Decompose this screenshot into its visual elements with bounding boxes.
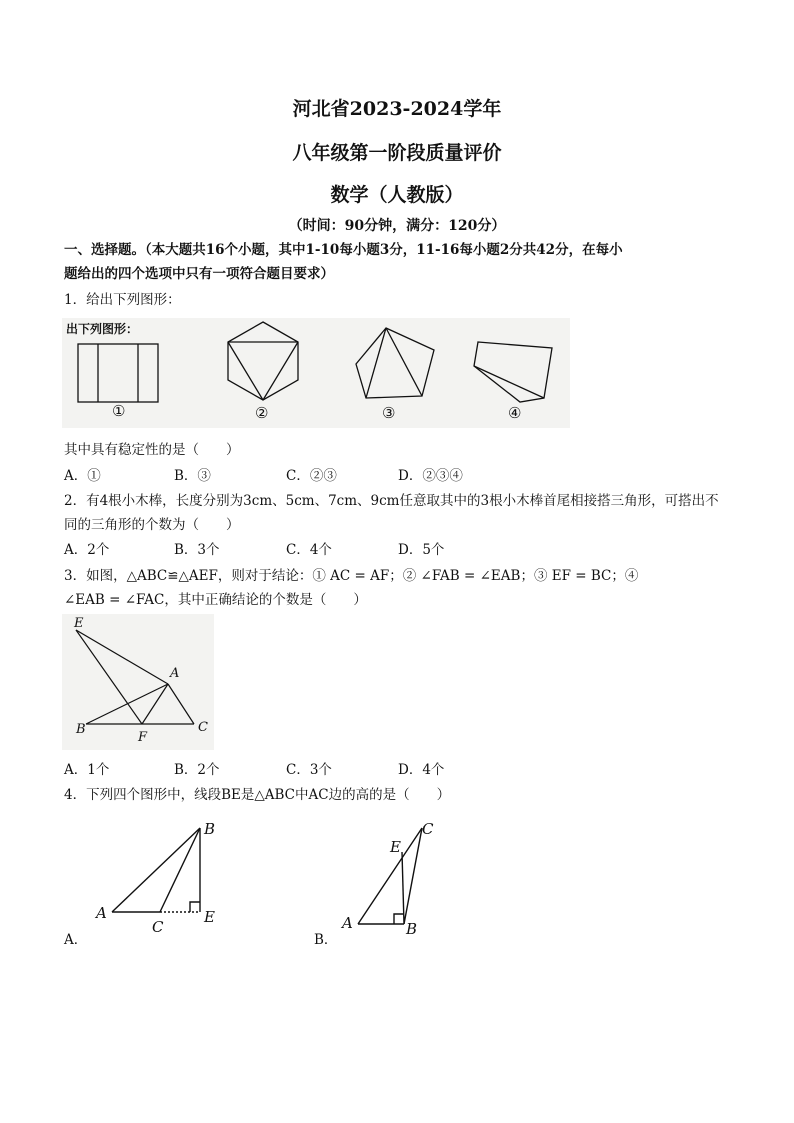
q1-shapes bbox=[62, 318, 570, 428]
q1-option-a: A．① bbox=[64, 468, 101, 484]
q4-option-b: B． bbox=[314, 932, 338, 948]
shape-hexagon bbox=[228, 322, 298, 400]
q2-option-b: B．3个 bbox=[174, 542, 220, 558]
shape-rectangle bbox=[78, 344, 158, 402]
q1-label-3: ③ bbox=[382, 404, 396, 422]
q3-point-b: B bbox=[76, 722, 86, 737]
q3-option-c: C．3个 bbox=[286, 762, 332, 778]
title-province: 河北省2023-2024学年 bbox=[292, 98, 502, 120]
q3-point-a: A bbox=[170, 666, 180, 681]
q4a-point-b: B bbox=[204, 820, 216, 838]
q3-point-c: C bbox=[198, 720, 208, 735]
q2-line1: 2．有4根小木棒，长度分别为3cm、5cm、7cm、9cm任意取其中的3根小木棒首尾相接搭三角形，可搭出不 bbox=[64, 493, 719, 509]
q2-option-d: D．5个 bbox=[398, 542, 445, 558]
q1-figure bbox=[62, 318, 570, 428]
section-heading-1: 一、选择题。（本大题共16个小题，其中1-10每小题3分，11-16每小题2分共42分，在每小 bbox=[64, 242, 623, 258]
shape-quad bbox=[474, 342, 552, 402]
q1-label-1: ① bbox=[112, 402, 126, 420]
q4-figure-a bbox=[88, 816, 238, 940]
q1-stem: 1．给出下列图形： bbox=[64, 292, 181, 308]
title-time: （时间：90分钟，满分：120分） bbox=[288, 218, 506, 234]
q3-point-e: E bbox=[74, 616, 84, 631]
q4a-point-e: E bbox=[204, 908, 215, 926]
q1-option-b: B．③ bbox=[174, 468, 211, 484]
q1-label-4: ④ bbox=[508, 404, 522, 422]
q2-option-c: C．4个 bbox=[286, 542, 332, 558]
q1-fig-caption: 出下列图形： bbox=[66, 322, 139, 336]
q3-point-f: F bbox=[138, 730, 148, 745]
q2-option-a: A．2个 bbox=[64, 542, 110, 558]
q4b-point-b: B bbox=[406, 920, 418, 938]
shape-pentagon bbox=[356, 328, 434, 398]
q3-line1: 3．如图，△ABC≌△AEF，则对于结论：① AC = AF；② ∠FAB = ∠EAB；③ EF = BC；④ bbox=[64, 568, 639, 584]
q2-line2: 同的三角形的个数为（ ） bbox=[64, 517, 240, 533]
q1-option-c: C．②③ bbox=[286, 468, 337, 484]
q3-option-a: A．1个 bbox=[64, 762, 110, 778]
q4-option-a: A． bbox=[64, 932, 88, 948]
q4a-point-a: A bbox=[96, 904, 107, 922]
q4-stem: 4．下列四个图形中，线段BE是△ABC中AC边的高的是（ ） bbox=[64, 787, 451, 803]
q4b-point-c: C bbox=[422, 820, 434, 838]
q4-figure-b bbox=[338, 816, 448, 940]
q4b-point-a: A bbox=[342, 914, 353, 932]
title-grade: 八年级第一阶段质量评价 bbox=[292, 142, 502, 164]
q3-figure bbox=[62, 614, 214, 750]
q3-option-b: B．2个 bbox=[174, 762, 220, 778]
title-subject: 数学（人教版） bbox=[330, 184, 464, 206]
q4a-point-c: C bbox=[152, 918, 164, 936]
section-heading-2: 题给出的四个选项中只有一项符合题目要求） bbox=[64, 266, 334, 282]
q3-option-d: D．4个 bbox=[398, 762, 445, 778]
q4b-point-e: E bbox=[390, 838, 401, 856]
q1-option-d: D．②③④ bbox=[398, 468, 463, 484]
q1-question: 其中具有稳定性的是（ ） bbox=[64, 442, 240, 458]
q1-label-2: ② bbox=[255, 404, 269, 422]
q3-line2: ∠EAB = ∠FAC，其中正确结论的个数是（ ） bbox=[64, 592, 367, 608]
